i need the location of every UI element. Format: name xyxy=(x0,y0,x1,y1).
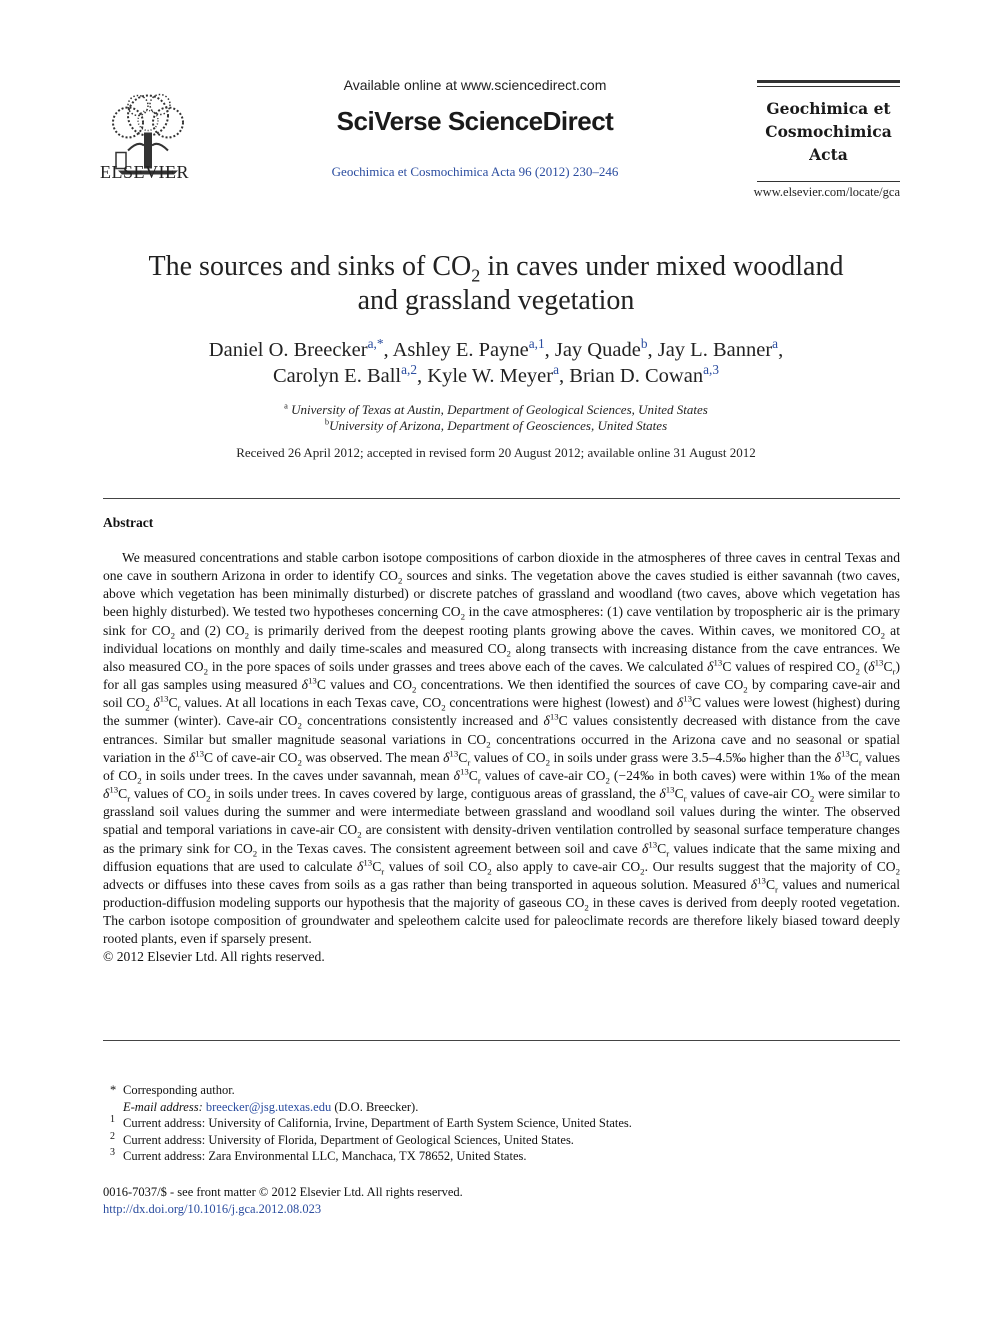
author-separator: , xyxy=(559,365,570,387)
author-name: Brian D. Cowan xyxy=(569,365,704,387)
title-line-2: and grassland vegetation xyxy=(357,285,635,316)
sciencedirect-logo: SciVerse ScienceDirect xyxy=(336,106,614,136)
author-separator: , xyxy=(383,339,393,361)
journal-title-line: Acta xyxy=(809,145,848,164)
abstract-body xyxy=(103,549,900,967)
journal-title-line: Cosmochimica xyxy=(765,122,892,141)
author-name: Daniel O. Breecker xyxy=(208,339,368,361)
journal-url-link[interactable]: www.elsevier.com/locate/gca xyxy=(753,185,900,199)
author-affiliation-link[interactable]: b xyxy=(640,336,648,352)
affiliation-text: University of Arizona, Department of Geosciences, United States xyxy=(329,418,668,433)
footnotes xyxy=(103,1082,900,1165)
author-name: Kyle W. Meyer xyxy=(427,365,554,387)
title-subscript: 2 xyxy=(471,265,481,286)
author-separator: , xyxy=(417,365,428,387)
journal-citation-link[interactable]: Geochimica et Cosmochimica Acta 96 (2012) 230–246 xyxy=(331,164,619,179)
footnote-text: Corresponding author. xyxy=(123,1083,235,1097)
footnote-text: Current address: University of Florida, Department of Geological Sciences, United States. xyxy=(123,1132,574,1147)
email-label: E-mail address: xyxy=(123,1099,203,1114)
front-matter xyxy=(103,1184,463,1218)
divider xyxy=(103,1040,900,1041)
author-name: Jay L. Banner xyxy=(657,339,773,361)
author-separator: , xyxy=(647,339,658,361)
affiliation-item xyxy=(60,418,932,434)
footnote-mark: 3 xyxy=(110,1147,115,1158)
email-link[interactable]: breecker@jsg.utexas.edu xyxy=(205,1099,332,1114)
footnote-mark: * xyxy=(110,1083,117,1097)
doi-link[interactable]: http://dx.doi.org/10.1016/j.gca.2012.08.023 xyxy=(103,1202,322,1216)
author-separator: , xyxy=(778,339,784,361)
author-list xyxy=(60,337,932,389)
author-affiliation-link[interactable]: a xyxy=(553,362,560,378)
received-dates: Received 26 April 2012; accepted in revised form 20 August 2012; available online 31 August 2012 xyxy=(236,445,756,460)
author-name: Ashley E. Payne xyxy=(392,339,529,361)
author-separator: , xyxy=(544,339,555,361)
title-part: The sources and sinks of CO xyxy=(148,251,472,282)
author-affiliation-link[interactable]: a,3 xyxy=(703,362,719,378)
footnote-current-address xyxy=(103,1148,900,1165)
journal-title xyxy=(757,97,900,166)
footnote-mark: 1 xyxy=(110,1114,115,1125)
affiliation-mark: a xyxy=(284,400,288,411)
abstract-paragraph: We measured concentrations and stable carbon isotope compositions of carbon dioxide in the atmospheres of three caves in central Texas and one cave in southern Arizona in order to identify $CO_2$ sources and sinks. The vegetation above the caves studied is either savannah (two caves, above which vegetation has been minimally disturbed) or discrete patches of grassland and woodland (two caves, above which vegetation has been highly disturbed). We tested two hypotheses concerning $CO_2$ in the cave atmospheres: (1) cave ventilation by tropospheric air is the primary sink for $CO_2$ and (2) $CO_2$ is primarily derived from the deepest rooting plants growing above the caves. Within caves, we monitored $CO_2$ at individual locations on monthly and daily time-scales and measured $CO_2$ along transects with increasing distance from the cave entrances. We also measured $CO_2$ in the pore spaces of soils under grasses and trees above each of the caves. We calculated $\delta^{13}C$ values of respired $CO_2$ $(\delta^{13}C_r)$ for all gas samples using measured $\delta^{13}C$ values and $CO_2$ concentrations. We then identified the sources of cave $CO_2$ by comparing cave-air and soil $CO_2$ $\delta^{13}C_r$ values. At all locations in each Texas cave, $CO_2$ concentrations were highest (lowest) and $\delta^{13}C$ values were lowest (highest) during the summer (winter). Cave-air $CO_2$ concentrations consistently increased and $\delta^{13}C$ values consistently decreased with distance from the cave entrances. Similar but smaller magnitude seasonal variations in $CO_2$ concentrations occurred in the Arizona cave and no seasonal or spatial variation in the $\delta^{13}C$ of cave-air $CO_2$ was observed. The mean $\delta^{13}C_r$ values of $CO_2$ in soils under grass were 3.5–4.5‰ higher than the $\delta^{13}C_r$ values of $CO_2$ in soils under trees. In the caves under savannah, mean $\delta^{13}C_r$ values of cave-air $CO_2$ (−24‰ in both caves) were within 1‰ of the mean $\delta^{13}C_r$ values of $CO_2$ in soils under trees. In caves covered by large, contiguous areas of grassland, the $\delta^{13}C_r$ values of cave-air $CO_2$ were similar to grassland soil values during the summer and were intermediate between grassland and woodland soil values during the winter. The observed spatial and temporal variations in cave-air $CO_2$ are consistent with density-driven ventilation controlled by seasonal surface temperature changes as the primary sink for $CO_2$ in the Texas caves. The consistent agreement between soil and cave $\delta^{13}C_r$ values indicate that the same mixing and diffusion equations that are used to calculate $\delta^{13}C_r$ values of soil $CO_2$ also apply to cave-air $CO_2$. Our results suggest that the majority of $CO_2$ advects or diffuses into these caves from soils as a gas rather than being transported in aqueous solution. Measured $\delta^{13}C_r$ values and numerical production-diffusion modeling supports our hypothesis that the majority of gaseous $CO_2$ in these caves is derived from deeply rooted vegetation. The carbon isotope composition of groundwater and speleothem calcite used for paleoclimate records are therefore likely biased toward deeply rooted plants, even if sparsely present. xyxy=(103,550,901,947)
author-affiliation-link[interactable]: a,1 xyxy=(528,336,545,352)
issn-line: 0016-7037/$ - see front matter © 2012 Elsevier Ltd. All rights reserved. xyxy=(103,1185,463,1199)
abstract-copyright: © 2012 Elsevier Ltd. All rights reserved. xyxy=(103,949,325,965)
author-name: Jay Quade xyxy=(554,339,641,361)
footnote-text: Current address: University of California, Irvine, Department of Earth System Science, United States. xyxy=(123,1116,632,1130)
footnote-current-address xyxy=(103,1132,900,1149)
footnote-corresponding xyxy=(103,1082,900,1099)
affiliation-text: University of Texas at Austin, Department of Geological Sciences, United States xyxy=(291,402,708,417)
journal-title-line: Geochimica et xyxy=(766,99,891,118)
author-name: Carolyn E. Ball xyxy=(273,365,402,387)
abstract-heading: Abstract xyxy=(103,515,154,530)
affiliation-mark: b xyxy=(324,416,330,427)
affiliation-list xyxy=(60,402,932,434)
publisher-name: ELSEVIER xyxy=(100,162,189,182)
affiliation-item xyxy=(60,402,932,418)
footnote-current-address xyxy=(103,1115,900,1132)
author-affiliation-link[interactable]: a,2 xyxy=(401,362,418,378)
article-title xyxy=(60,250,932,318)
divider xyxy=(103,498,900,499)
footnote-mark: 2 xyxy=(110,1130,115,1142)
email-owner: (D.O. Breecker). xyxy=(331,1099,419,1114)
footnote-text: Current address: Zara Environmental LLC, Manchaca, TX 78652, United States. xyxy=(123,1149,527,1163)
author-affiliation-link[interactable]: a,* xyxy=(367,336,384,352)
available-online-text: Available online at www.sciencedirect.com xyxy=(343,77,607,93)
author-affiliation-link[interactable]: a xyxy=(772,336,779,352)
footnote-email xyxy=(103,1099,900,1116)
title-part: in caves under mixed woodland xyxy=(480,251,844,282)
